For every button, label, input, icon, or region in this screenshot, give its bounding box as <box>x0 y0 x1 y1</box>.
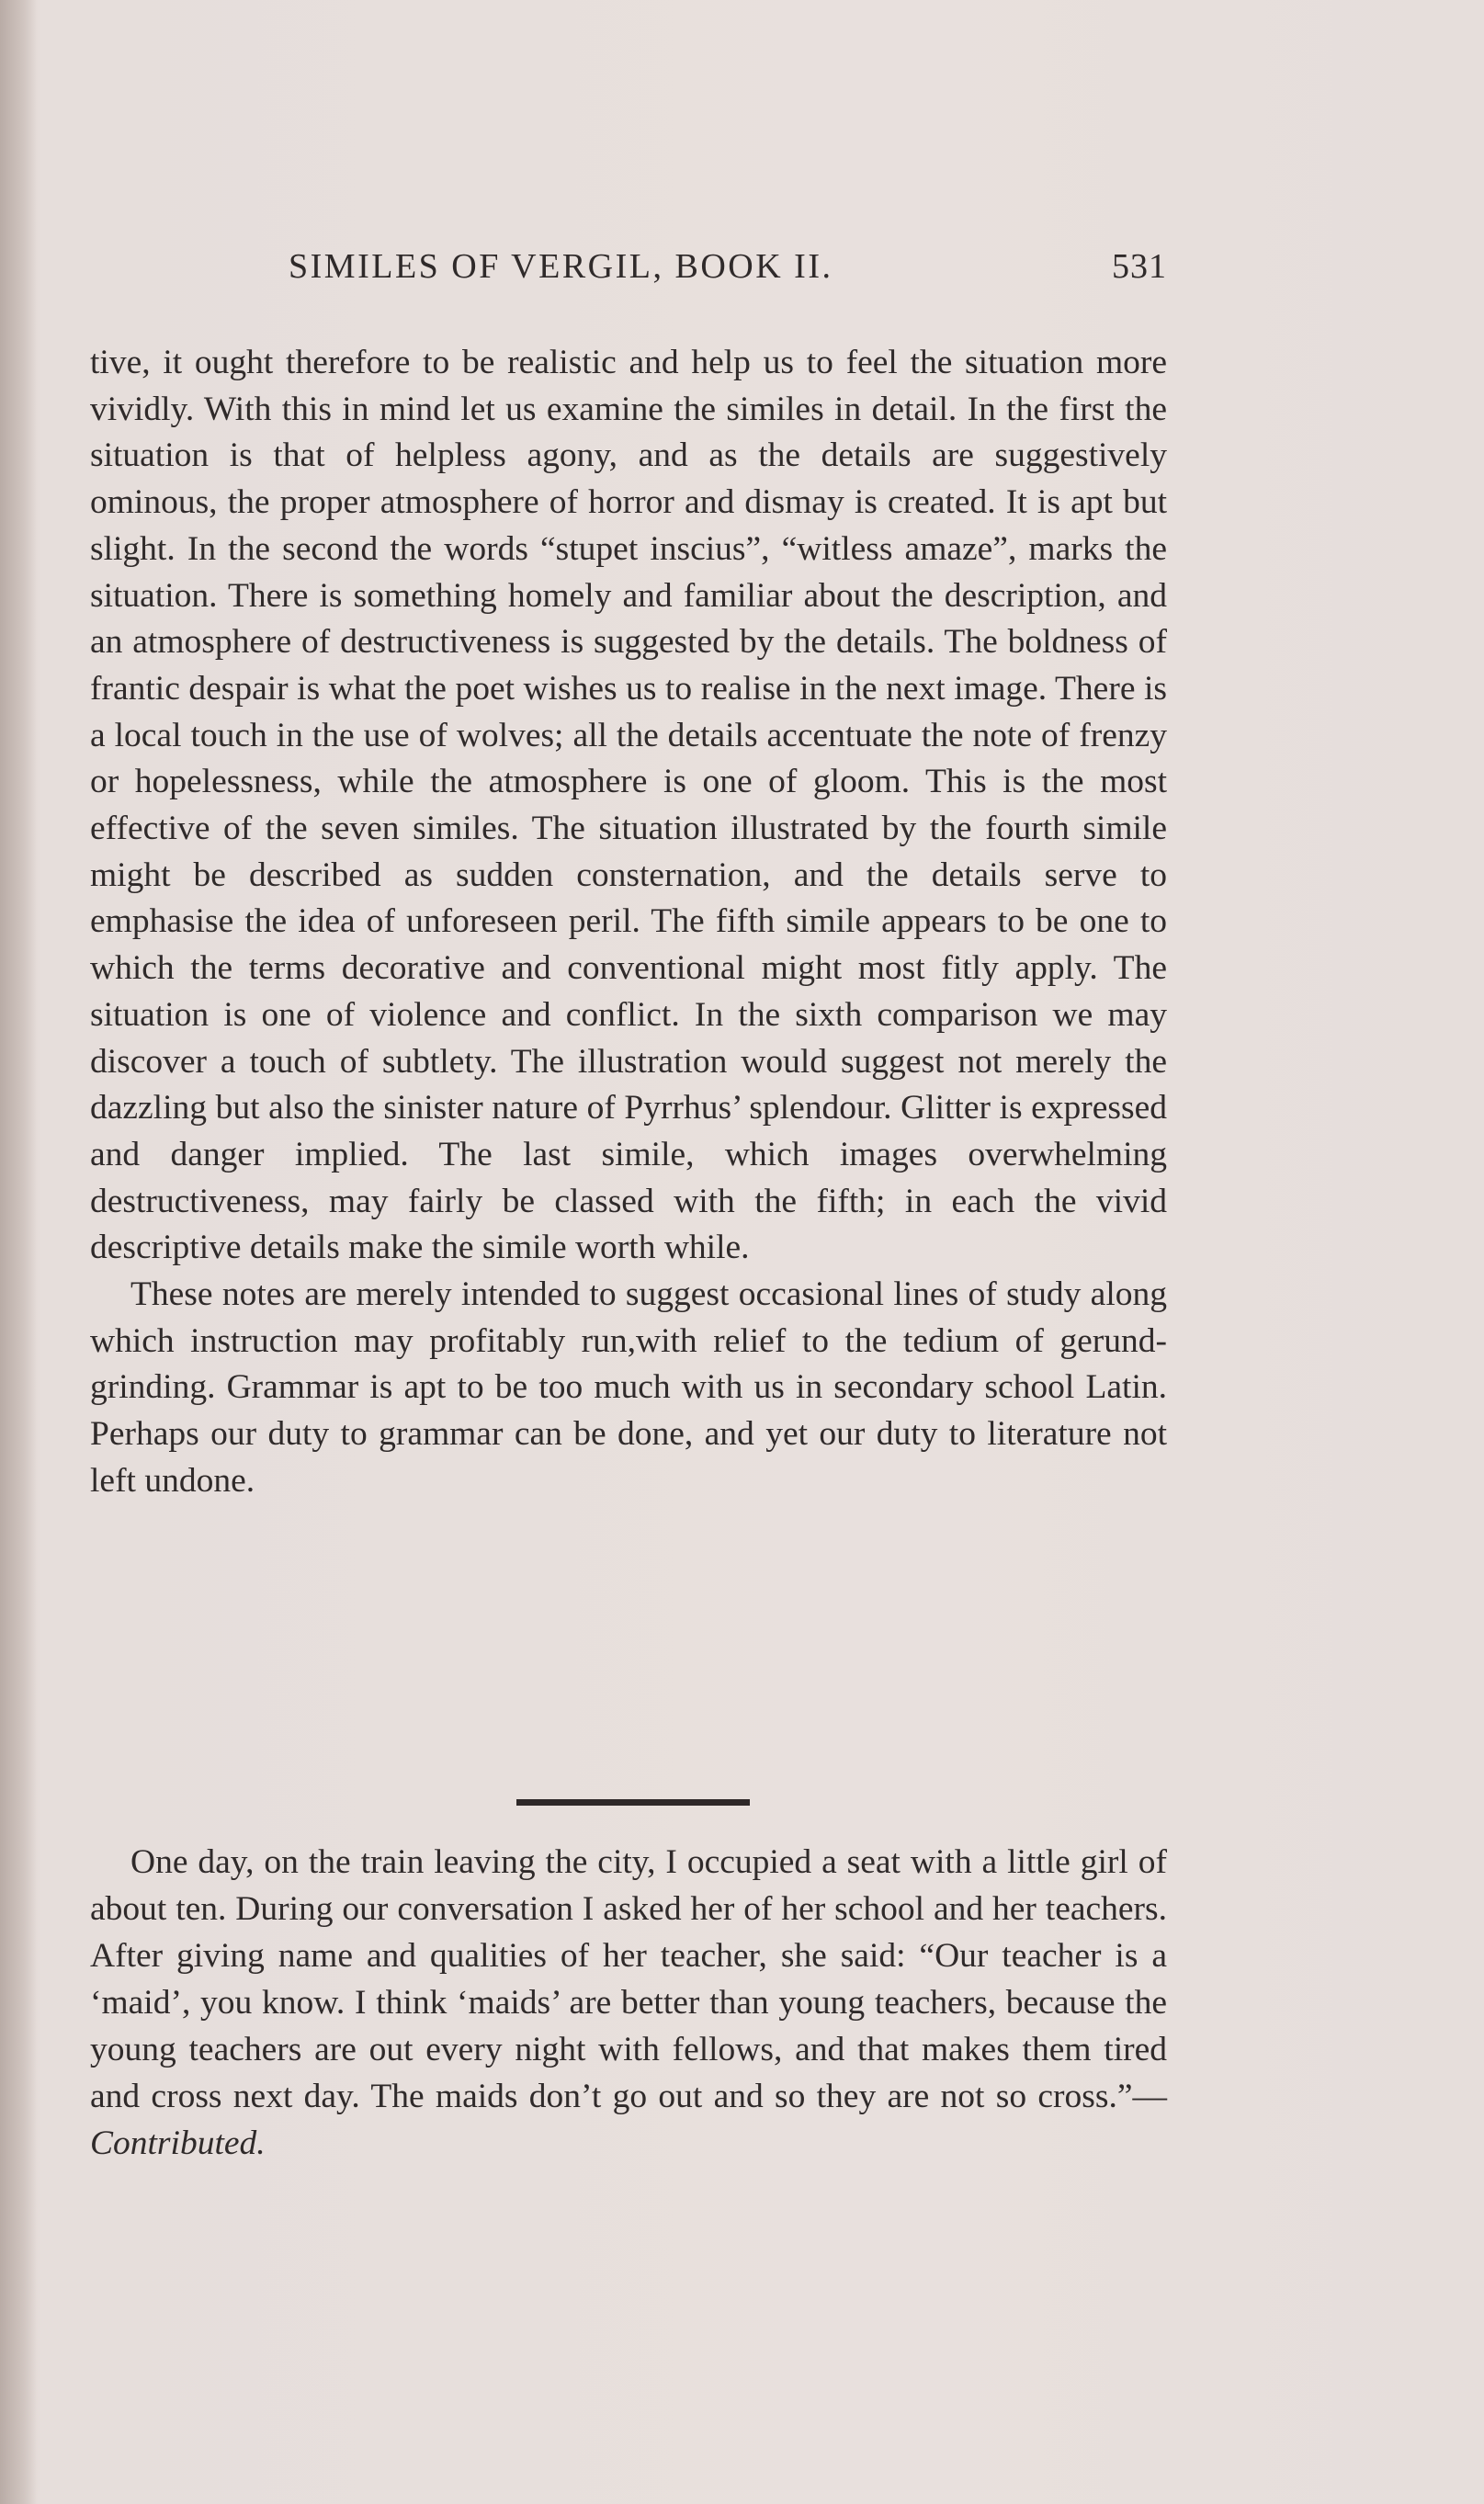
section-divider <box>516 1799 750 1806</box>
page-binding-shadow <box>0 0 37 2504</box>
anecdote-attribution: Contributed. <box>90 2124 266 2162</box>
body-paragraph: These notes are merely intended to suggest occasional lines of study along which instruction may profitably run,with relief to the tedium of gerund-grinding. Grammar is apt to be too much with us in secondary school Latin. Perhaps our duty to grammar can be done, and yet our duty to literature not left undone. <box>90 1275 1167 1500</box>
article-body <box>90 340 1167 1505</box>
body-paragraph: tive, it ought therefore to be realistic and help us to feel the situation more vividly. With this in mind let us examine the similes in detail. In the first the situation is that of helpless agony, and as the details are suggestively ominous, the proper atmosphere of horror and dismay is created. It is apt but slight. In the second the words “stupet inscius”, “witless amaze”, marks the situation. There is something homely and familiar about the description, and an atmosphere of destructiveness is suggested by the details. The boldness of frantic despair is what the poet wishes us to realise in the next image. There is a local touch in the use of wolves; all the details accentuate the note of frenzy or hopelessness, while the atmosphere is one of gloom. This is the most effective of the seven similes. The situation illustrated by the fourth simile might be described as sudden consternation, and the details serve to emphasise the idea of unforeseen peril. The fifth simile appears to be one to which the terms decorative and conventional might most fitly apply. The situation is one of violence and conflict. In the sixth comparison we may discover a touch of subtlety. The illustration would suggest not merely the dazzling but also the sinister nature of Pyrrhus’ splendour. Glitter is expressed and danger implied. The last simile, which images overwhelming destructiveness, may fairly be classed with the fifth; in each the vivid descriptive details make the simile worth while. <box>90 344 1167 1267</box>
anecdote-paragraph <box>90 1839 1167 2167</box>
running-header <box>90 246 1167 294</box>
running-title: SIMILES OF VERGIL, BOOK II. <box>289 247 833 286</box>
page-number: 531 <box>1112 247 1167 286</box>
anecdote-text: One day, on the train leaving the city, I occupied a seat with a little girl of about ten. During our conversation I asked her of her school and her teachers. After giving name and qualities of her teacher, she said: “Our teacher is a ‘maid’, you know. I think ‘maids’ are better than young teachers, because the young teachers are out every night with fellows, and that makes them tired and cross next day. The maids don’t go out and so they are not so cross.”— <box>90 1843 1167 2115</box>
